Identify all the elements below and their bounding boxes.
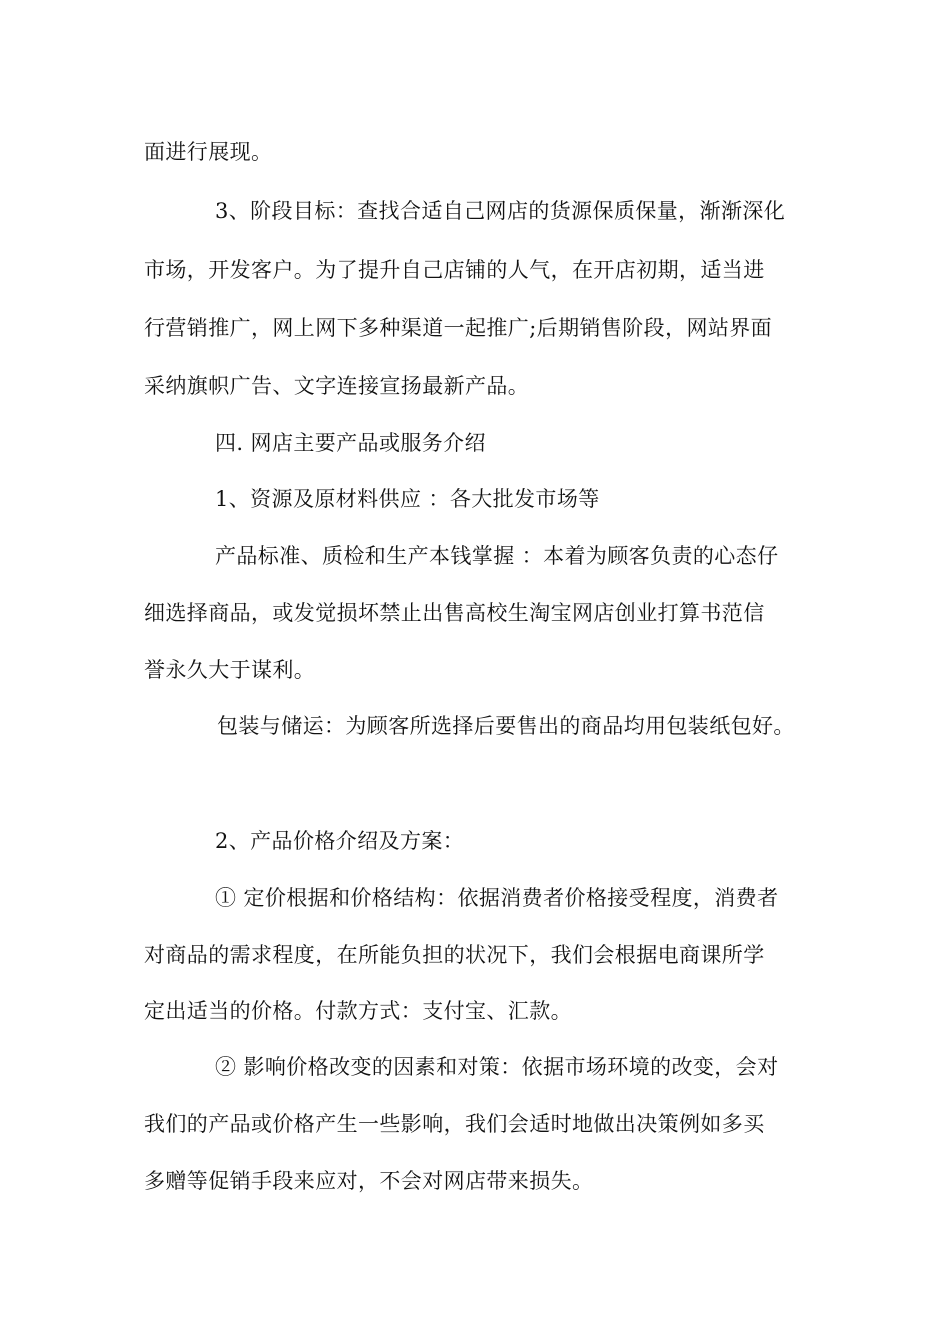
paragraph-line: 市场，开发客户。为了提升自己店铺的人气，在开店初期，适当进 (144, 258, 765, 282)
paragraph-line: 面进行展现。 (144, 140, 273, 164)
paragraph-line: 我们的产品或价格产生一些影响，我们会适时地做出决策例如多买 (144, 1112, 765, 1136)
section-heading: 四. 网店主要产品或服务介绍 (215, 431, 486, 455)
paragraph-line: 1、资源及原材料供应 ：各大批发市场等 (215, 487, 600, 511)
paragraph-line: 多赠等促销手段来应对，不会对网店带来损失。 (144, 1169, 594, 1193)
paragraph-line: 定出适当的价格。付款方式：支付宝、汇款。 (144, 999, 572, 1023)
paragraph-line: 3、阶段目标：查找合适自己网店的货源保质保量，渐渐深化 (215, 199, 786, 223)
paragraph-line: 包装与储运：为顾客所选择后要售出的商品均用包装纸包好。 (217, 714, 795, 738)
paragraph-line: 对商品的需求程度，在所能负担的状况下，我们会根据电商课所学 (144, 943, 765, 967)
paragraph-line: 行营销推广，网上网下多种渠道一起推广;后期销售阶段，网站界面 (144, 316, 773, 340)
paragraph-line: 采纳旗帜广告、文字连接宣扬最新产品。 (144, 374, 530, 398)
paragraph-line: 细选择商品，或发觉损坏禁止出售高校生淘宝网店创业打算书范信 (144, 601, 765, 625)
paragraph-line: 誉永久大于谋利。 (144, 658, 316, 682)
paragraph-line: ② 影响价格改变的因素和对策：依据市场环境的改变，会对 (215, 1055, 779, 1079)
paragraph-line: ① 定价根据和价格结构：依据消费者价格接受程度，消费者 (215, 886, 779, 910)
paragraph-line: 产品标准、质检和生产本钱掌握 ：本着为顾客负责的心态仔 (215, 544, 779, 568)
paragraph-line: 2、产品价格介绍及方案： (215, 829, 465, 853)
